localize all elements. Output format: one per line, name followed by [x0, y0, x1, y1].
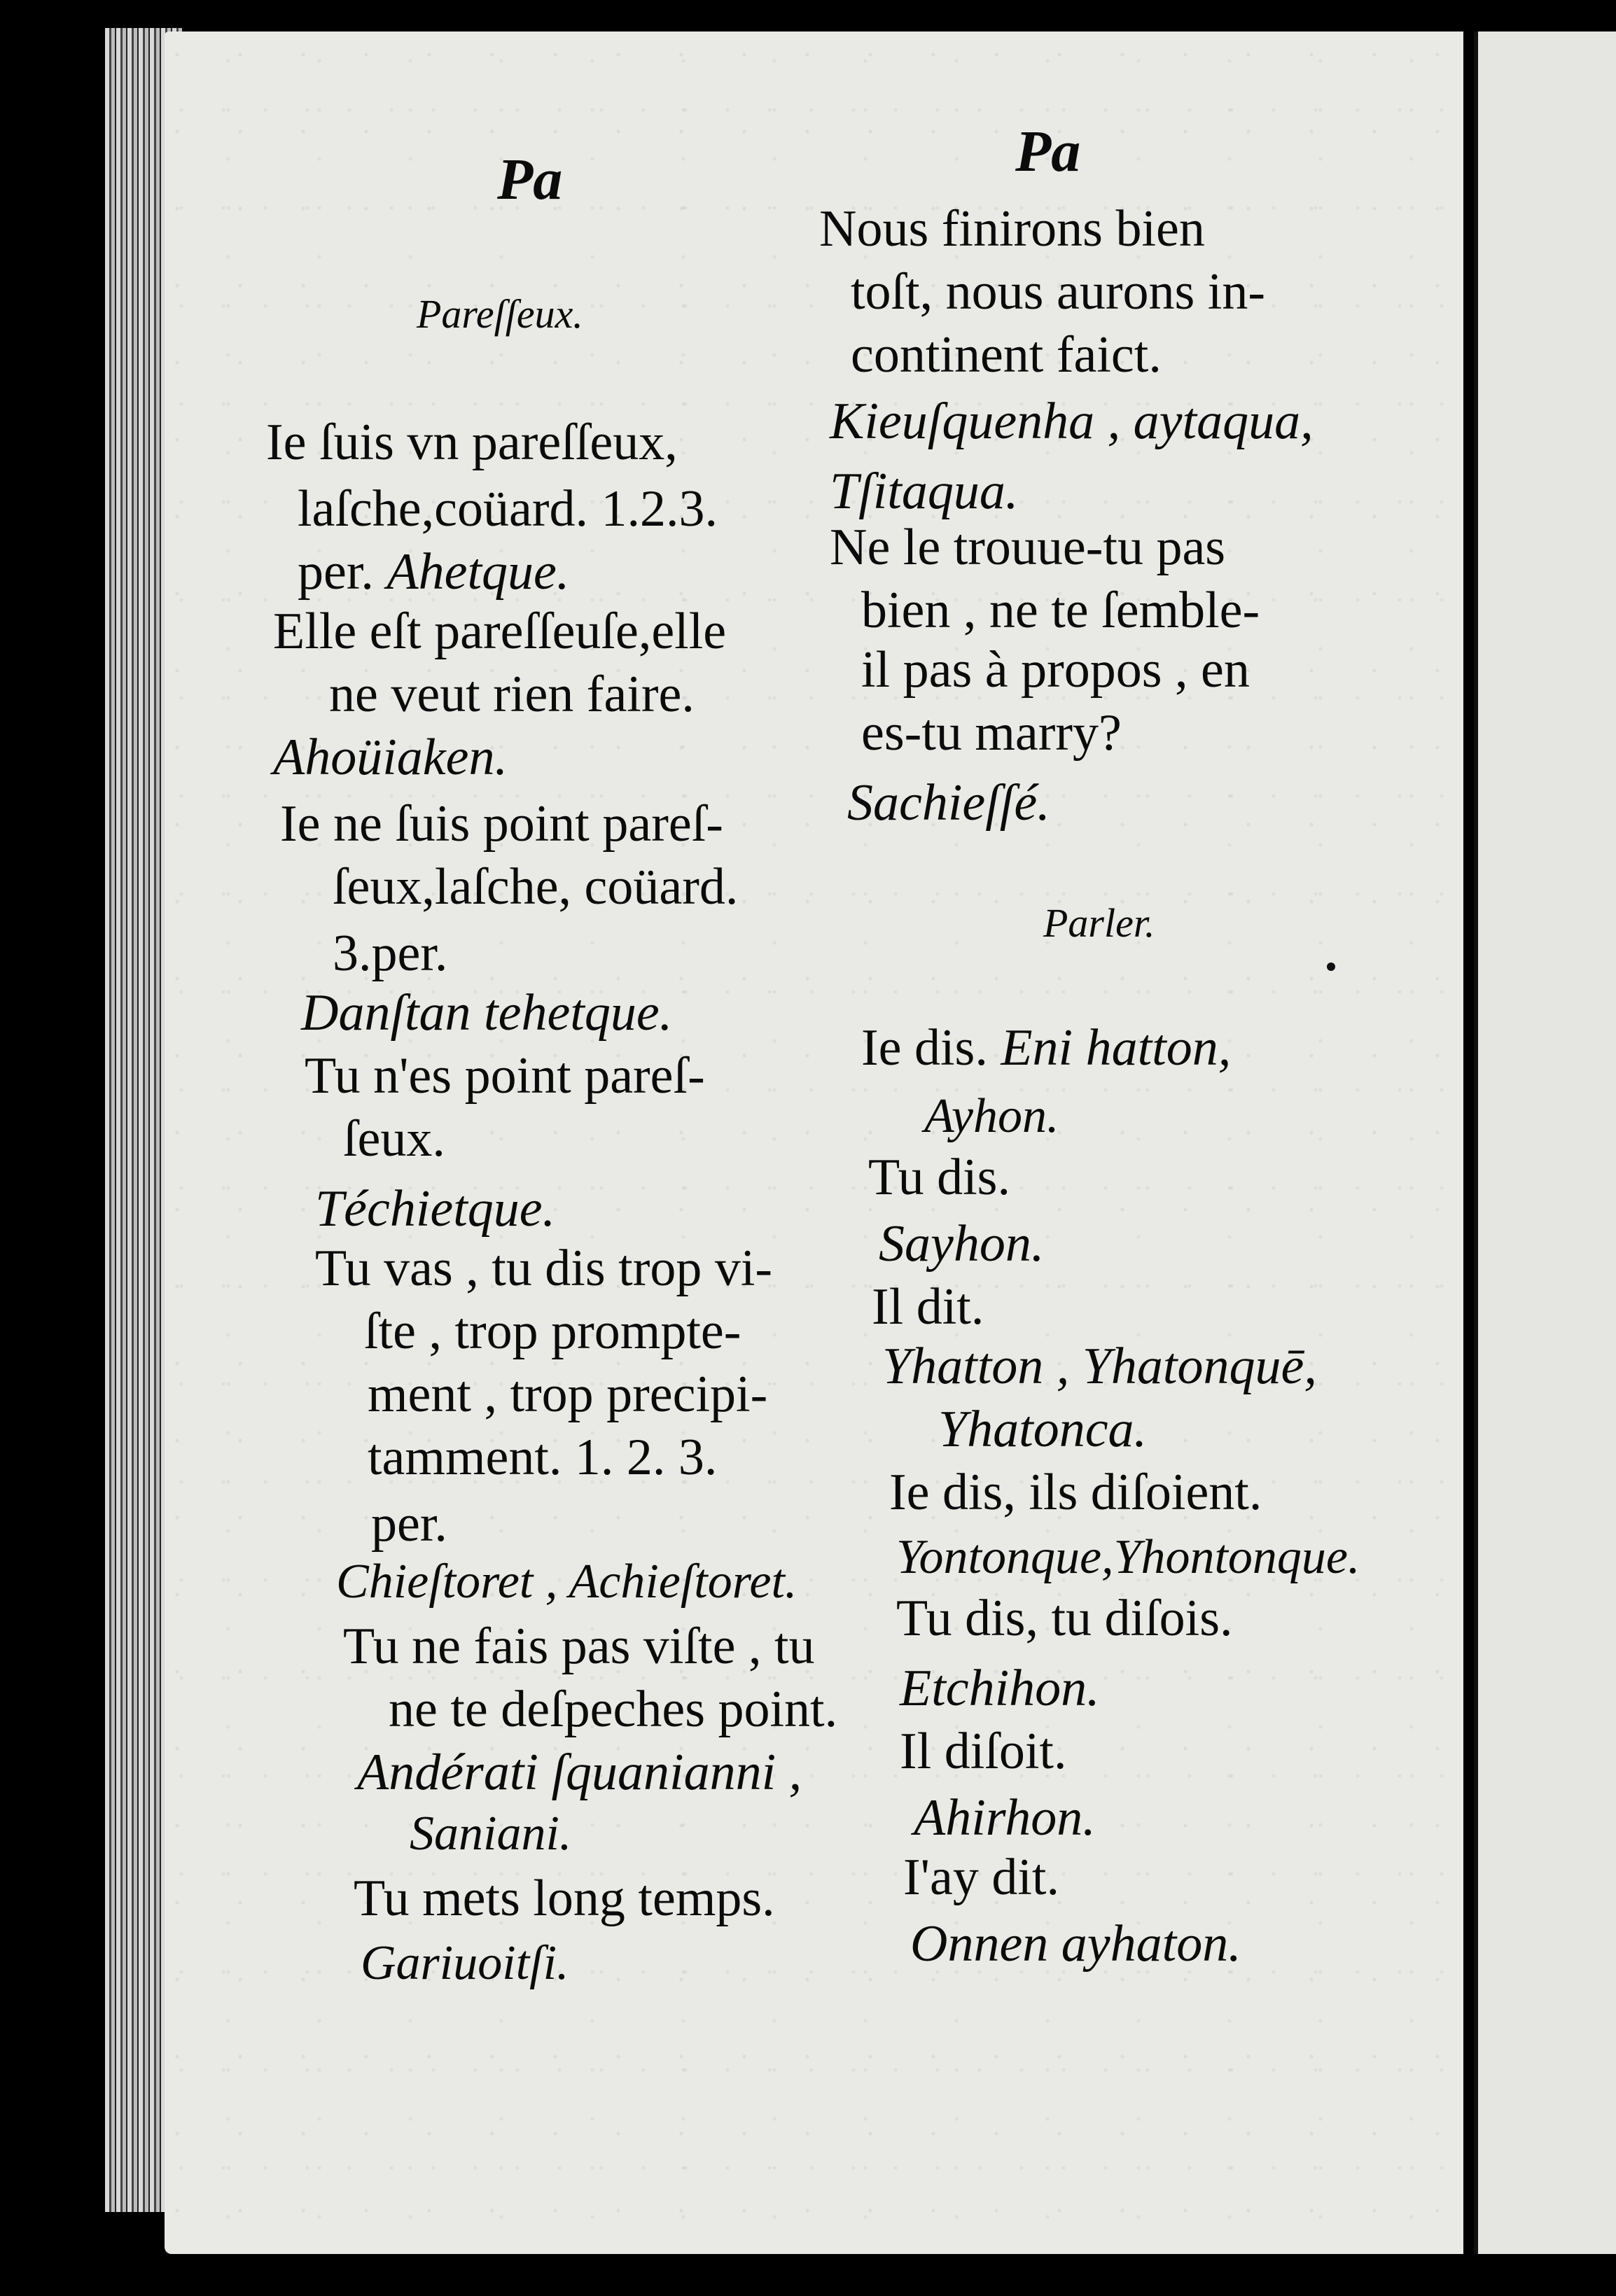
- text-line: Saniani.: [410, 1807, 572, 1861]
- text-line: Il dit.: [872, 1278, 984, 1336]
- text-line: Gariuoitſi.: [361, 1936, 569, 1990]
- text-line: Téchietque.: [315, 1180, 556, 1238]
- text-line: Yontonque,Yhontonque.: [896, 1530, 1360, 1584]
- entry-heading-paresseux: Pareſſeux.: [417, 291, 583, 337]
- text-line: Ne le trouue-tu pas: [830, 519, 1226, 576]
- text-line: Ie ne ſuis point pareſ-: [280, 795, 723, 853]
- text-line: tamment. 1. 2. 3.: [368, 1429, 718, 1486]
- text-line: Ahirhon.: [914, 1789, 1096, 1847]
- entry-heading-parler: Parler.: [1043, 900, 1155, 946]
- text-line: Chieſtoret , Achieſtoret.: [336, 1555, 797, 1609]
- text-line: ment , trop precipi-: [368, 1366, 768, 1423]
- text-line: Onnen ayhaton.: [910, 1915, 1241, 1973]
- text-line: bien , ne te ſemble-: [861, 582, 1260, 639]
- text-line: Tu n'es point pareſ-: [305, 1047, 705, 1105]
- running-head-left: Pa: [497, 147, 563, 212]
- text-line: Elle eſt pareſſeuſe,elle: [273, 603, 727, 660]
- text-line: Tu mets long temps.: [354, 1870, 775, 1927]
- text-line-tail: Ahetque.: [386, 543, 570, 601]
- text-line: Tu dis.: [868, 1149, 1010, 1206]
- text-line-tail: Eni hatton,: [1001, 1019, 1232, 1077]
- text-line: toſt, nous aurons in-: [851, 263, 1265, 321]
- ink-speck: [1327, 962, 1335, 971]
- text-line: Tu vas , tu dis trop vi-: [315, 1240, 773, 1297]
- text-line: Yhatton , Yhatonquē,: [882, 1338, 1317, 1395]
- text-line: Tu ne fais pas viſte , tu: [343, 1618, 815, 1675]
- text-line: Ie dis, ils diſoient.: [889, 1464, 1262, 1521]
- running-head-right: Pa: [1015, 119, 1081, 184]
- text-line: il pas à propos , en: [861, 641, 1250, 699]
- text-line: per.: [371, 1495, 447, 1553]
- text-line: Kieuſquenha , aytaqua,: [830, 393, 1314, 450]
- text-line: ſeux,laſche, coüard.: [333, 858, 739, 916]
- text-line: ne veut rien faire.: [329, 666, 695, 723]
- text-line: 3.per.: [333, 925, 448, 982]
- text-line: continent faict.: [851, 326, 1162, 384]
- text-line: Ie ſuis vn pareſſeux,: [266, 414, 678, 471]
- text-line: Ie dis. Eni hatton,: [861, 1019, 1232, 1077]
- text-line: Sayhon.: [879, 1215, 1045, 1273]
- facing-page-edge: [1474, 31, 1616, 2254]
- text-line: I'ay dit.: [903, 1849, 1059, 1906]
- text-line: Tſitaqua.: [830, 463, 1019, 520]
- text-line: Tu dis, tu diſois.: [896, 1590, 1233, 1647]
- text-line: es-tu marry?: [861, 704, 1122, 762]
- text-line: Danſtan tehetque.: [301, 984, 673, 1042]
- text-line: Ahoüiaken.: [273, 729, 508, 786]
- text-line: Il diſoit.: [900, 1723, 1067, 1780]
- text-line: Yhatonca.: [938, 1401, 1148, 1458]
- text-line: Ayhon.: [924, 1089, 1059, 1143]
- text-line: ne te deſpeches point.: [389, 1681, 838, 1738]
- text-line: Andérati ſquanianni ,: [357, 1744, 802, 1801]
- text-line: laſche,coüard. 1.2.3.: [298, 480, 718, 538]
- text-line: Sachieſſé.: [847, 774, 1050, 832]
- text-line: per. Ahetque.: [298, 543, 570, 601]
- text-line: Etchihon.: [900, 1660, 1100, 1717]
- text-line: ſte , trop prompte-: [364, 1303, 741, 1360]
- text-line: ſeux.: [343, 1110, 445, 1168]
- text-line: Nous finirons bien: [819, 200, 1205, 258]
